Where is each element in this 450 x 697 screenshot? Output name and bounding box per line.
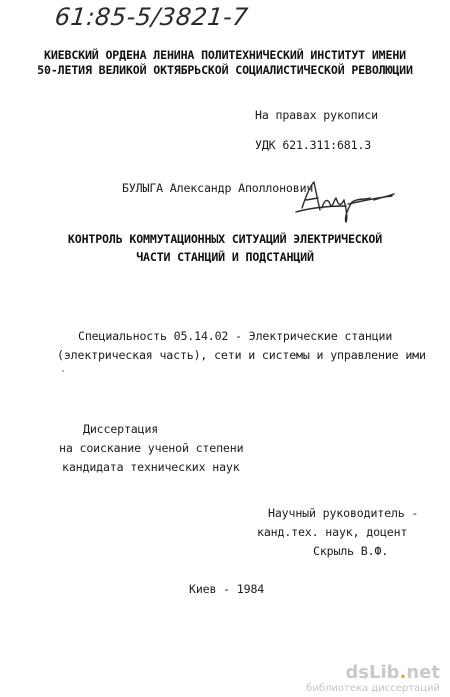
watermark [306, 663, 440, 695]
specialty-line-2: (электрическая часть), сети и системы и управление ими [57, 348, 426, 362]
institution-line-1: КИЕВСКИЙ ОРДЕНА ЛЕНИНА ПОЛИТЕХНИЧЕСКИЙ ИНСТИТУТ ИМЕНИ [44, 48, 406, 62]
manuscript-rights: На правах рукописи [255, 108, 378, 122]
watermark-tagline: библиотека диссертаций [306, 683, 440, 694]
supervisor-line-1: Научный руководитель - [268, 506, 419, 520]
dissertation-line-2: на соискание ученой степени [59, 441, 244, 455]
title-line-1: КОНТРОЛЬ КОММУТАЦИОННЫХ СИТУАЦИЙ ЭЛЕКТРИЧЕСКОЙ [67, 232, 383, 246]
institution-line-2: 50-ЛЕТИЯ ВЕЛИКОЙ ОКТЯБРЬСКОЙ СОЦИАЛИСТИЧЕСКОЙ РЕВОЛЮЦИИ [37, 63, 413, 77]
watermark-logo: dsLib.net [345, 662, 440, 683]
author-name: БУЛЫГА Александр Аполлонович [122, 181, 314, 195]
udc-code: УДК 621.311:681.3 [255, 138, 372, 152]
dissertation-line-1: Диссертация [83, 422, 159, 436]
scan-speck [62, 370, 64, 372]
supervisor-line-3: Скрыль В.Ф. [313, 544, 389, 558]
specialty-line-1: Специальность 05.14.02 - Электрические станции [78, 329, 393, 343]
signature-icon [288, 178, 398, 224]
catalog-number: 61:85-5/3821-7 [53, 3, 250, 31]
supervisor-line-2: канд.тех. наук, доцент [257, 525, 408, 539]
place-year: Киев - 1984 [189, 582, 265, 596]
title-line-2: ЧАСТИ СТАНЦИЙ И ПОДСТАНЦИЙ [136, 250, 314, 264]
dissertation-line-3: кандидата технических наук [62, 460, 240, 474]
